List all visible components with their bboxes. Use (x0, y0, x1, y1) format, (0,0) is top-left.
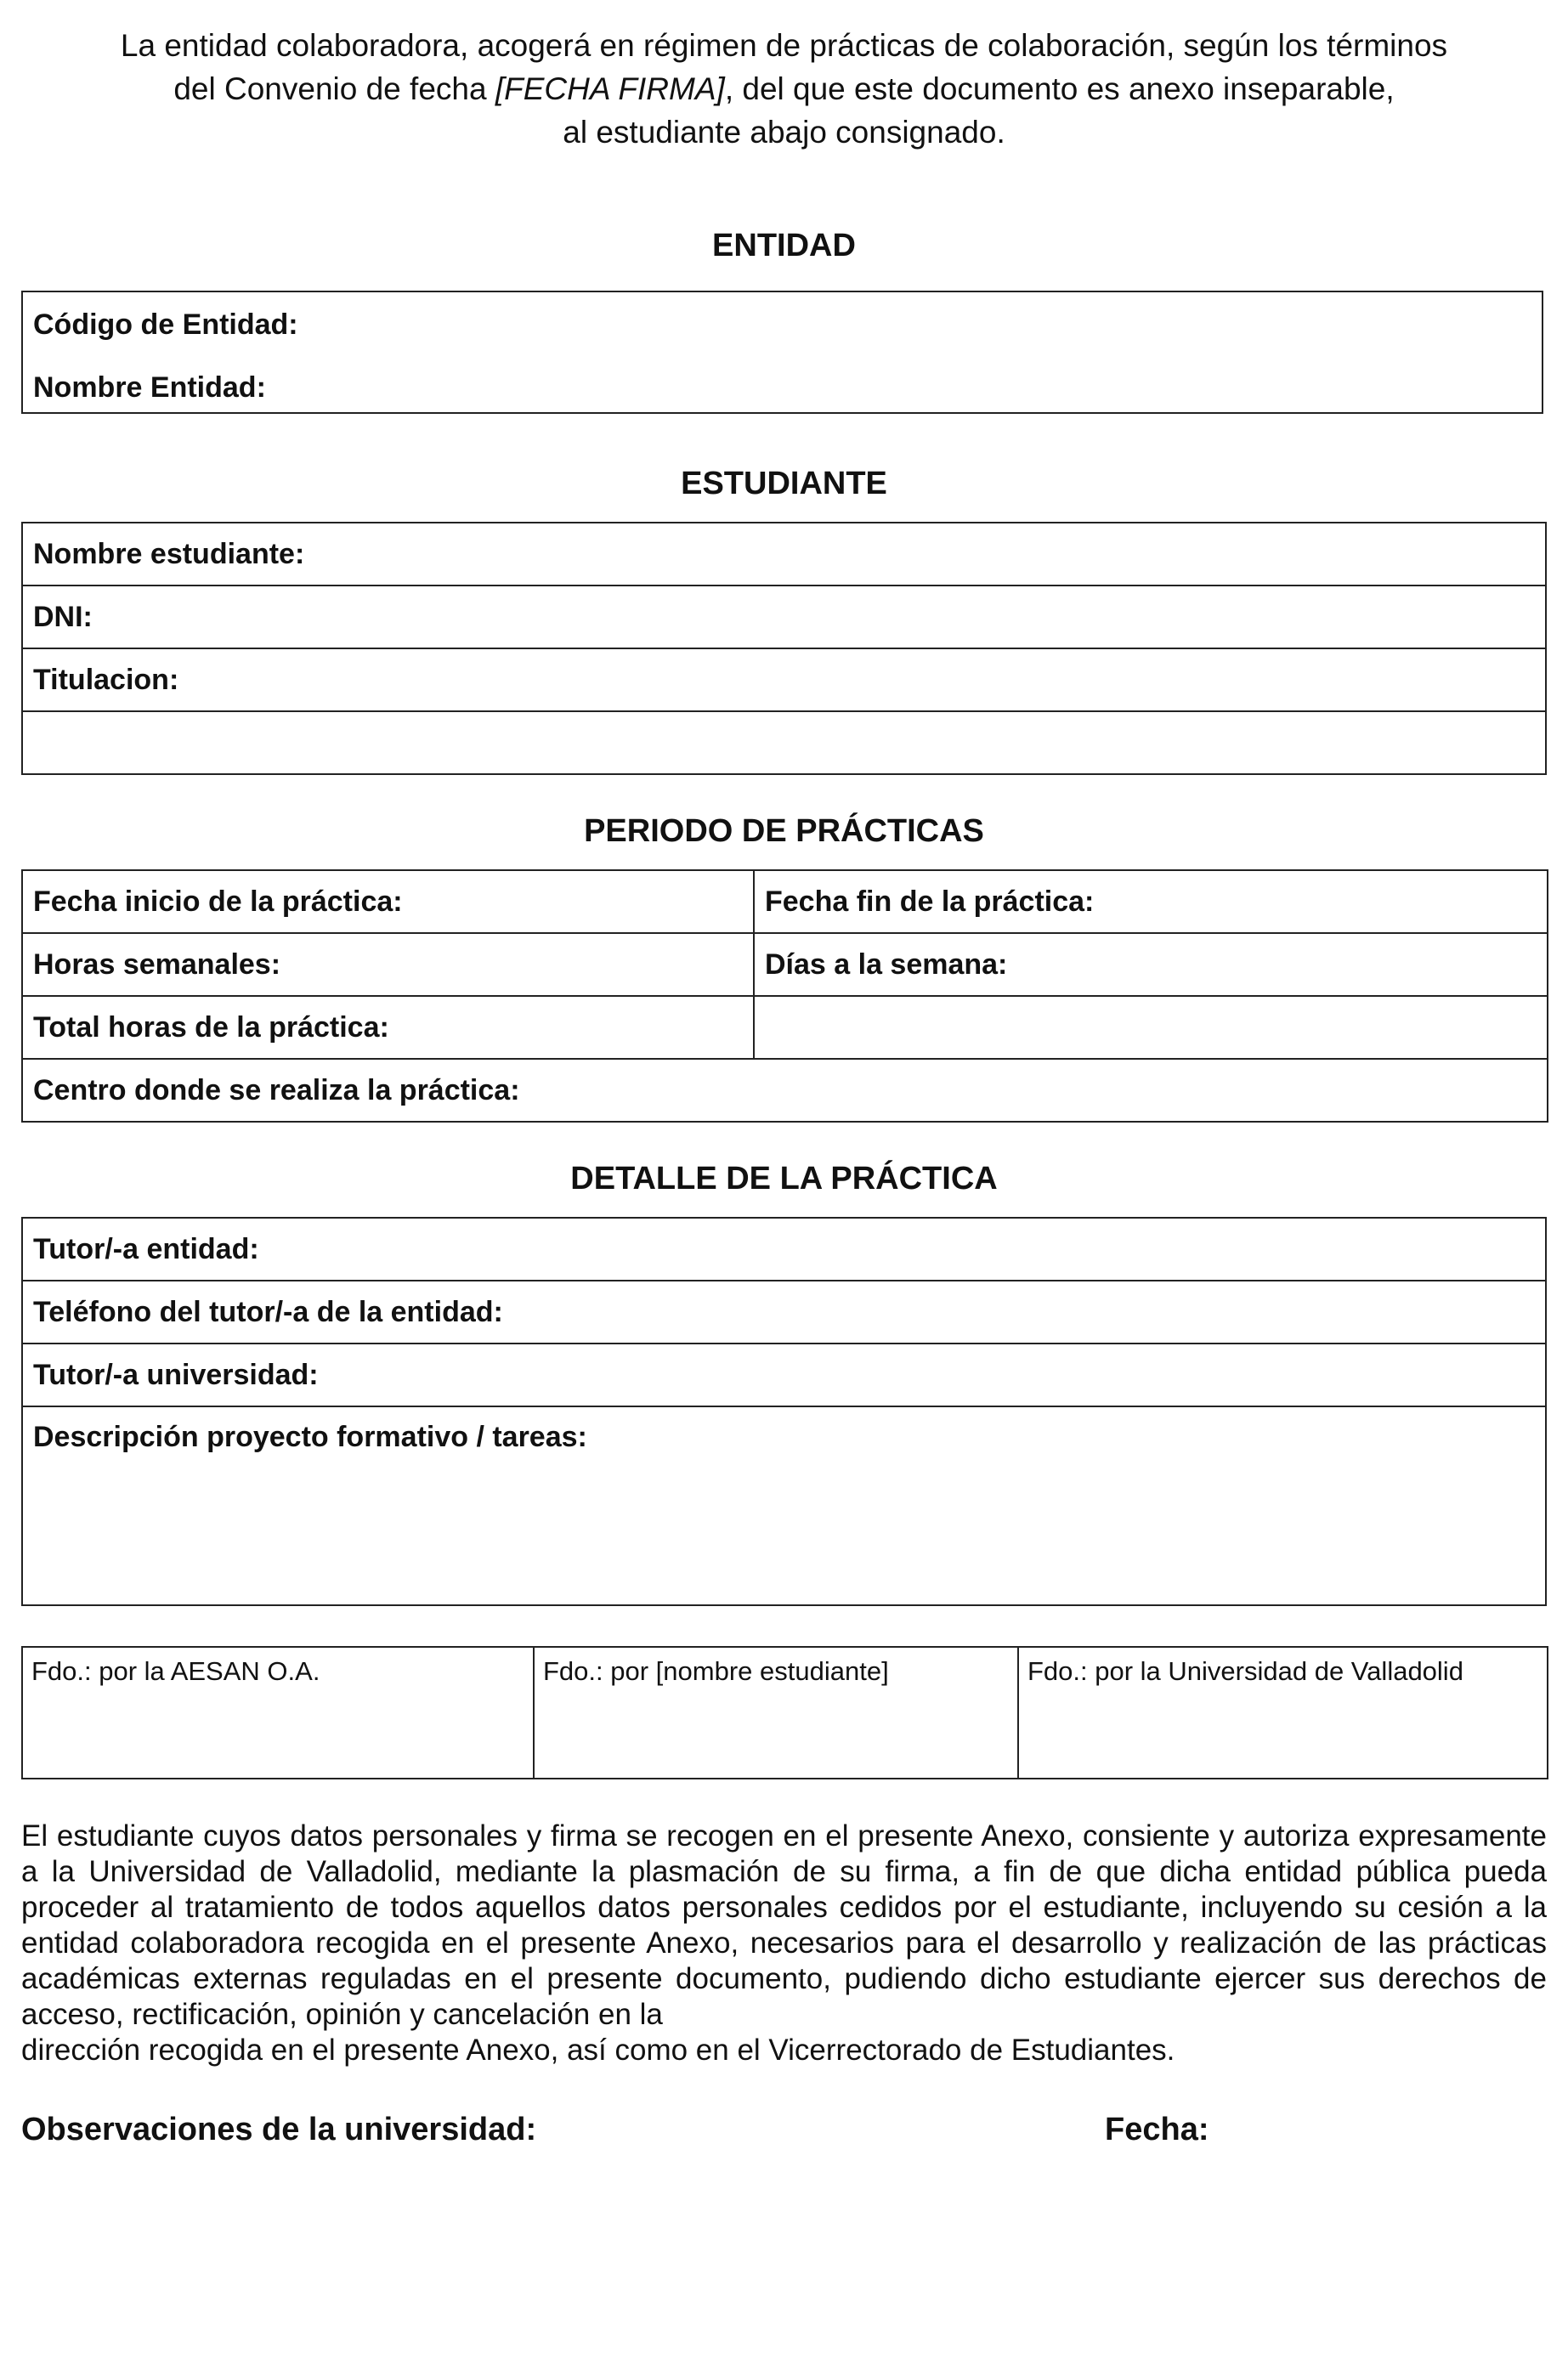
fecha-label: Fecha: (1105, 2112, 1209, 2147)
tutor-entidad-field[interactable]: Tutor/-a entidad: (22, 1218, 1546, 1281)
descripcion-field[interactable]: Descripción proyecto formativo / tareas: (22, 1406, 1546, 1605)
nombre-estudiante-field[interactable]: Nombre estudiante: (22, 523, 1546, 586)
fecha-inicio-field[interactable]: Fecha inicio de la práctica: (22, 870, 754, 933)
firma-estudiante[interactable]: Fdo.: por [nombre estudiante] (534, 1647, 1018, 1779)
intro-line-3: al estudiante abajo consignado. (563, 115, 1005, 150)
nombre-entidad-field[interactable]: Nombre Entidad: (33, 371, 266, 404)
intro-line-2-suffix: , del que este documento es anexo inseparable, (724, 71, 1395, 106)
firma-universidad[interactable]: Fdo.: por la Universidad de Valladolid (1018, 1647, 1548, 1779)
observaciones-label: Observaciones de la universidad: (21, 2112, 537, 2147)
horas-semanales-field[interactable]: Horas semanales: (22, 933, 754, 996)
entidad-box (21, 291, 1543, 414)
periodo-table (21, 869, 1548, 1123)
consent-paragraph (21, 1819, 1547, 2068)
estudiante-empty-field[interactable] (22, 711, 1546, 774)
centro-field[interactable]: Centro donde se realiza la práctica: (22, 1059, 1548, 1122)
estudiante-table (21, 522, 1547, 775)
firmas-table (21, 1646, 1548, 1779)
estudiante-title: ESTUDIANTE (681, 466, 887, 501)
fecha-firma-placeholder: [FECHA FIRMA] (495, 71, 725, 106)
consent-body: El estudiante cuyos datos personales y firma se recogen en el presente Anexo, consiente y autoriza expresamente a la Universidad de Valladolid, mediante la plasmación de su firma, a fin de que dicha entidad pública pueda proceder al tratamiento de todos aquellos datos personales cedidos por el estudiante, incluyendo su cesión a la entidad colaboradora recogida en el presente Anexo, necesarios para el desarrollo y realización de las prácticas académicas externas reguladas en el presente documento, pudiendo dicho estudiante ejercer sus derechos de acceso, rectificación, opinión y cancelación en la (21, 1819, 1547, 2031)
dias-semana-field[interactable]: Días a la semana: (754, 933, 1548, 996)
intro-paragraph (34, 24, 1534, 154)
fecha-fin-field[interactable]: Fecha fin de la práctica: (754, 870, 1548, 933)
intro-line-1: La entidad colaboradora, acogerá en régimen de prácticas de colaboración, según los términos (120, 28, 1448, 63)
intro-line-2 (34, 67, 1534, 110)
firma-aesan[interactable]: Fdo.: por la AESAN O.A. (22, 1647, 534, 1779)
consent-last-line: dirección recogida en el presente Anexo, así como en el Vicerrectorado de Estudiantes. (21, 2034, 1175, 2067)
total-horas-field[interactable]: Total horas de la práctica: (22, 996, 754, 1059)
titulacion-field[interactable]: Titulacion: (22, 648, 1546, 711)
tutor-universidad-field[interactable]: Tutor/-a universidad: (22, 1344, 1546, 1406)
periodo-empty-field[interactable] (754, 996, 1548, 1059)
codigo-entidad-field[interactable]: Código de Entidad: (33, 308, 298, 341)
dni-field[interactable]: DNI: (22, 586, 1546, 648)
intro-line-2-prefix: del Convenio de fecha (173, 71, 495, 106)
telefono-tutor-field[interactable]: Teléfono del tutor/-a de la entidad: (22, 1281, 1546, 1344)
detalle-title: DETALLE DE LA PRÁCTICA (570, 1161, 998, 1196)
entidad-title: ENTIDAD (712, 228, 856, 263)
detalle-table (21, 1217, 1547, 1606)
periodo-title: PERIODO DE PRÁCTICAS (584, 813, 984, 849)
